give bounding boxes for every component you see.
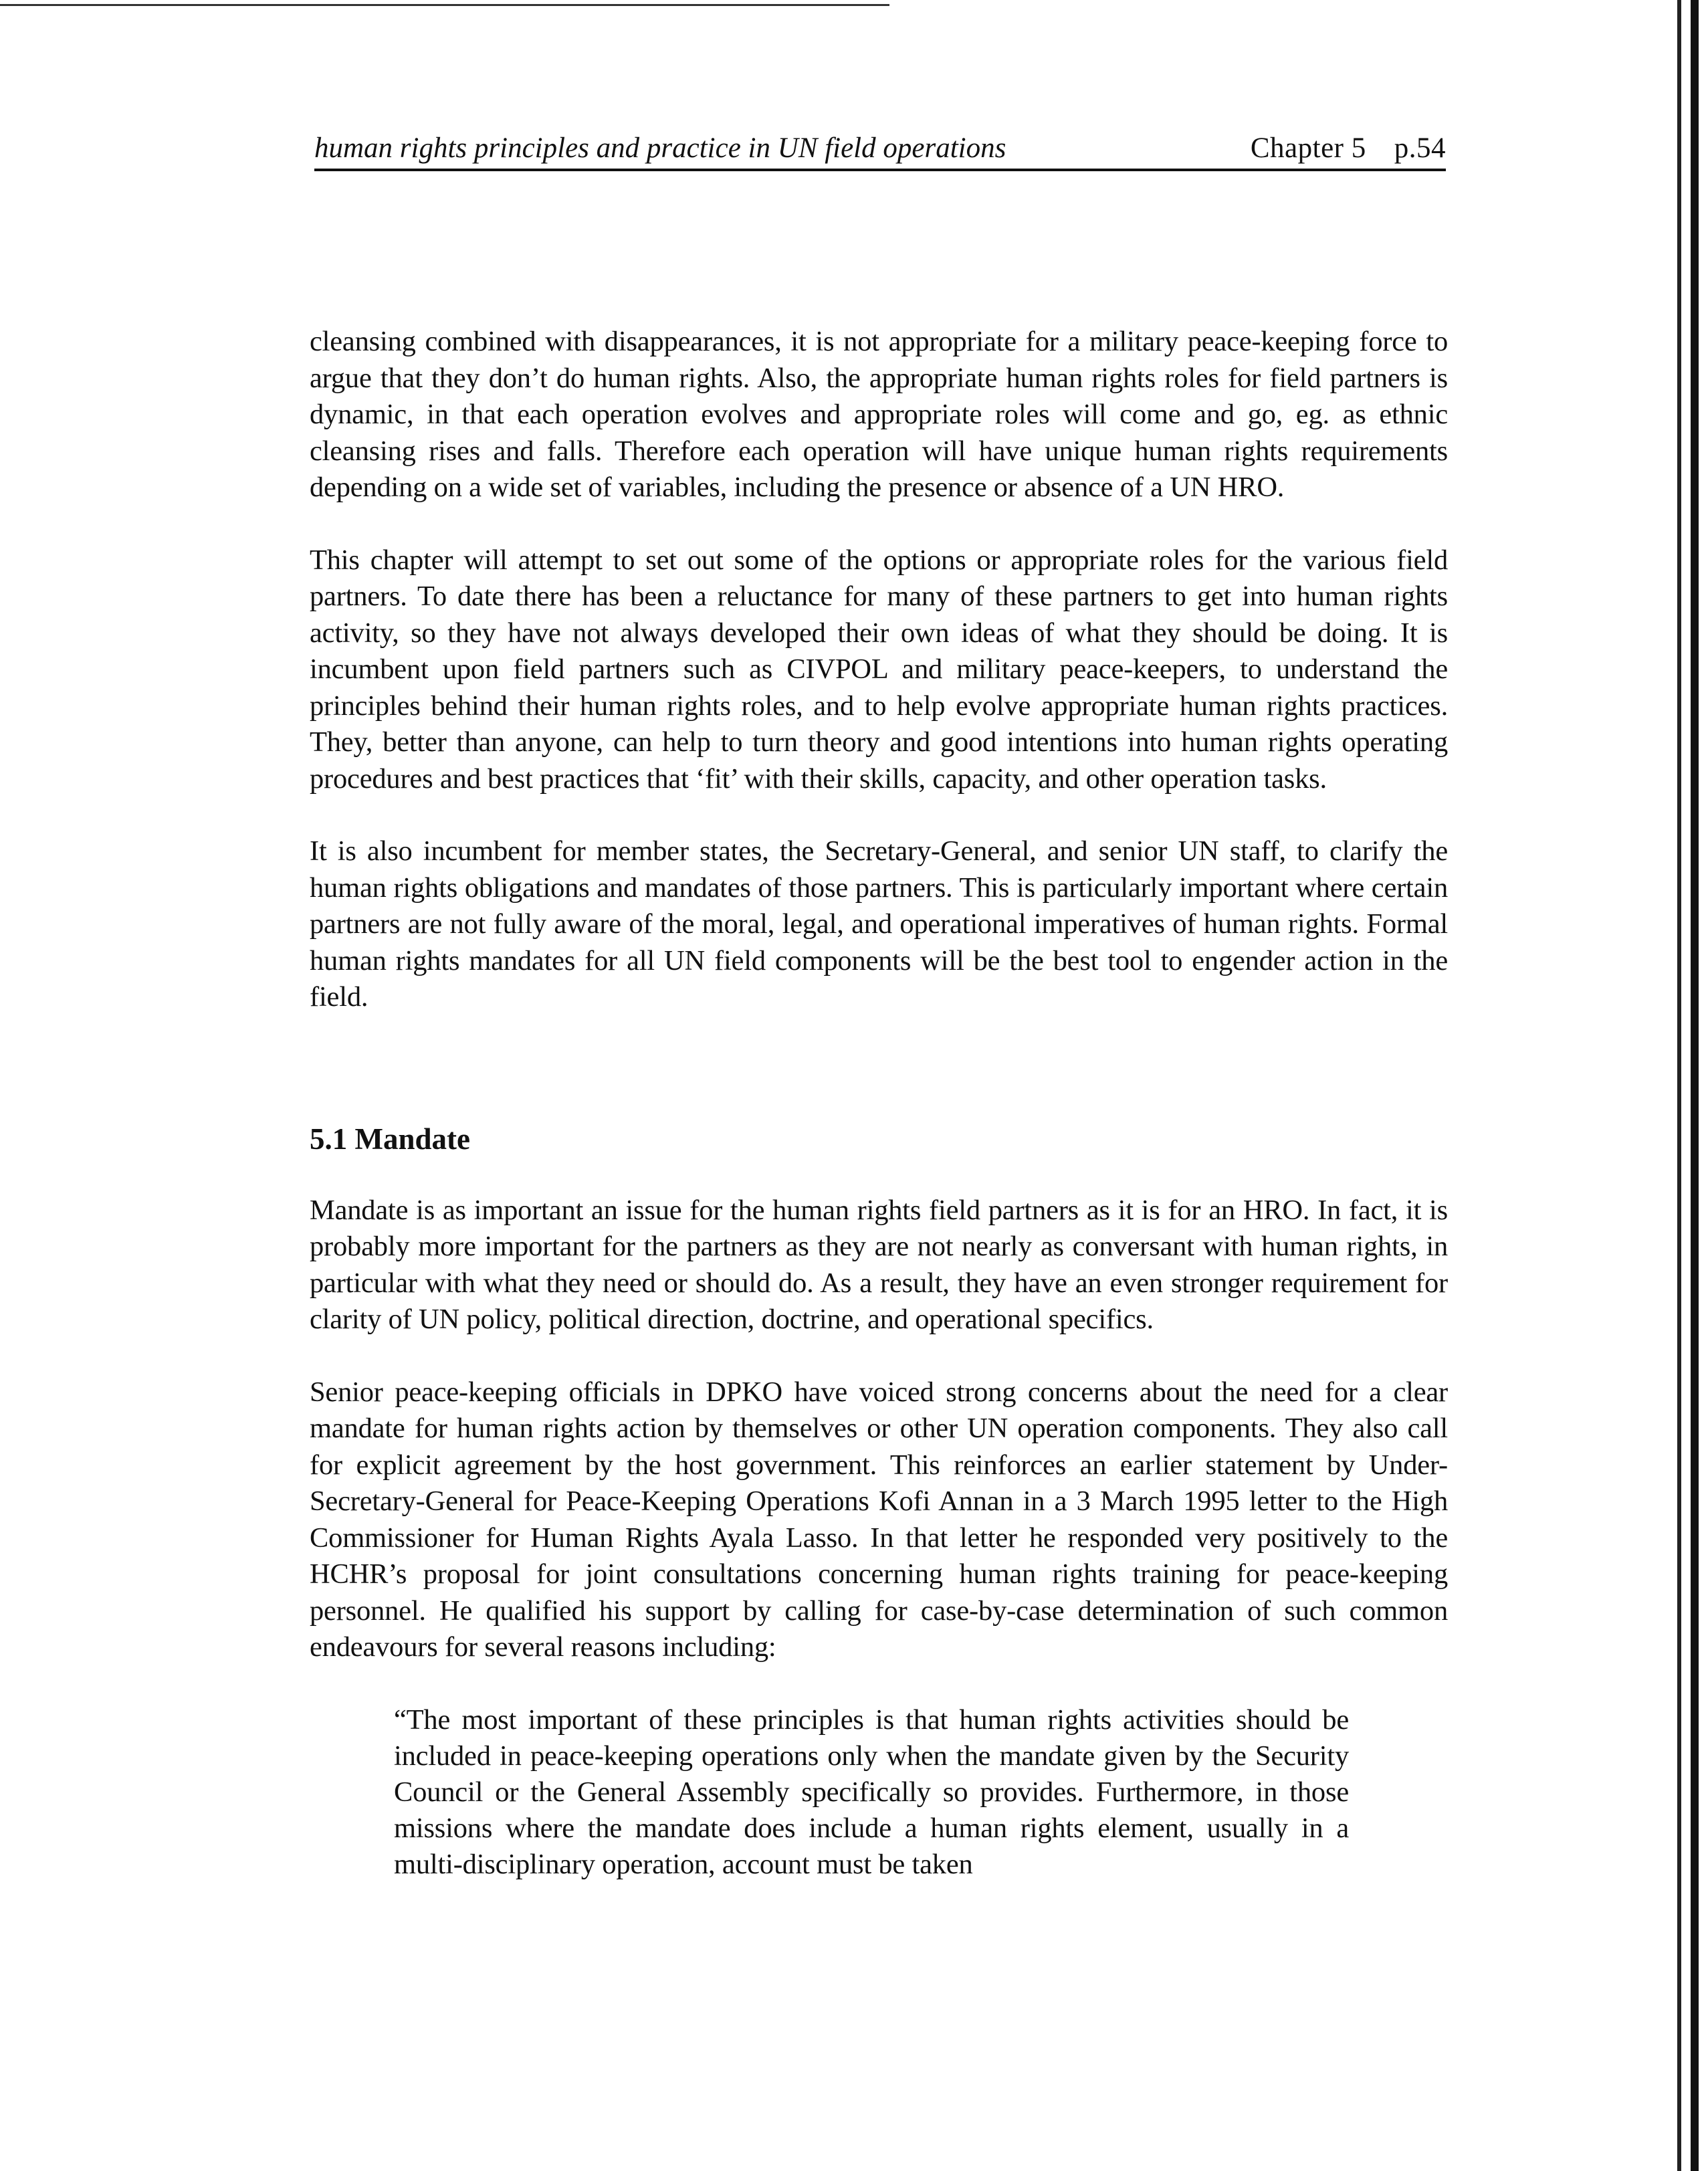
running-header xyxy=(314,126,1446,171)
paragraph: Senior peace-keeping officials in DPKO have voiced strong concerns about the need for a clear mandate for human rights action by themselves or other UN operation components. They also call for explicit agreement by the host government. This reinforces an earlier statement by Under-Secretary-General for Peace-Keeping Operations Kofi Annan in a 3 March 1995 letter to the High Commissioner for Human Rights Ayala Lasso. In that letter he responded very positively to the HCHR’s proposal for joint consultations concerning human rights training for peace-keeping personnel. He qualified his support by calling for case-by-case determination of such common endeavours for several reasons including: xyxy=(310,1376,1448,1663)
page-number: p.54 xyxy=(1394,132,1446,164)
section-heading: 5.1 Mandate xyxy=(310,1122,470,1156)
paragraph: It is also incumbent for member states, the Secretary-General, and senior UN staff, to clarify the human rights obligations and mandates of those partners. This is particularly important where certain partners are not fully aware of the moral, legal, and operational imperatives of human rights. Formal human rights mandates for all UN field components will be the best tool to engender action in the field. xyxy=(310,835,1448,1013)
paragraph: This chapter will attempt to set out some of the options or appropriate roles for the various field partners. To date there has been a reluctance for many of these partners to get into human rights activity, so they have not always developed their own ideas of what they should be doing. It is incumbent upon field partners such as CIVPOL and military peace-keepers, to understand the principles behind their human rights roles, and to help evolve appropriate human rights practices. They, better than anyone, can help to turn theory and good intentions into human rights operating procedures and best practices that ‘fit’ with their skills, capacity, and other operation tasks. xyxy=(310,544,1448,795)
scan-right-edge-outer xyxy=(1691,0,1699,2171)
block-quote xyxy=(394,1702,1349,1883)
running-header-chapter-page xyxy=(1251,131,1446,166)
paragraph: cleansing combined with disappearances, it is not appropriate for a military peace-keeping force to argue that they don’t do human rights. Also, the appropriate human rights roles for field partners is dynamic, in that each operation evolves and appropriate roles will come and go, eg. as ethnic cleansing rises and falls. Therefore each operation will have unique human rights requirements depending on a wide set of variables, including the presence or absence of a UN HRO. xyxy=(310,326,1448,503)
chapter-label: Chapter 5 xyxy=(1250,132,1366,164)
scan-top-rule xyxy=(0,4,889,6)
quote-text: “The most important of these principles is that human rights activities should be included in peace-keeping operations only when the mandate given by the Security Council or the General Assembly specifically so provides. Furthermore, in those missions where the mandate does include a human rights element, usually in a multi-disciplinary operation, account must be taken xyxy=(394,1703,1349,1880)
paragraph: Mandate is as important an issue for the human rights field partners as it is for an HRO. In fact, it is probably more important for the partners as they are not nearly as conversant with human rights, in particular with what they need or should do. As a result, they have an even stronger requirement for clarity of UN policy, political direction, doctrine, and operational specifics. xyxy=(310,1194,1448,1335)
scan-right-edge xyxy=(1677,0,1681,2171)
running-header-title: human rights principles and practice in UN field operations xyxy=(314,132,1006,164)
page-body xyxy=(310,324,1448,1883)
